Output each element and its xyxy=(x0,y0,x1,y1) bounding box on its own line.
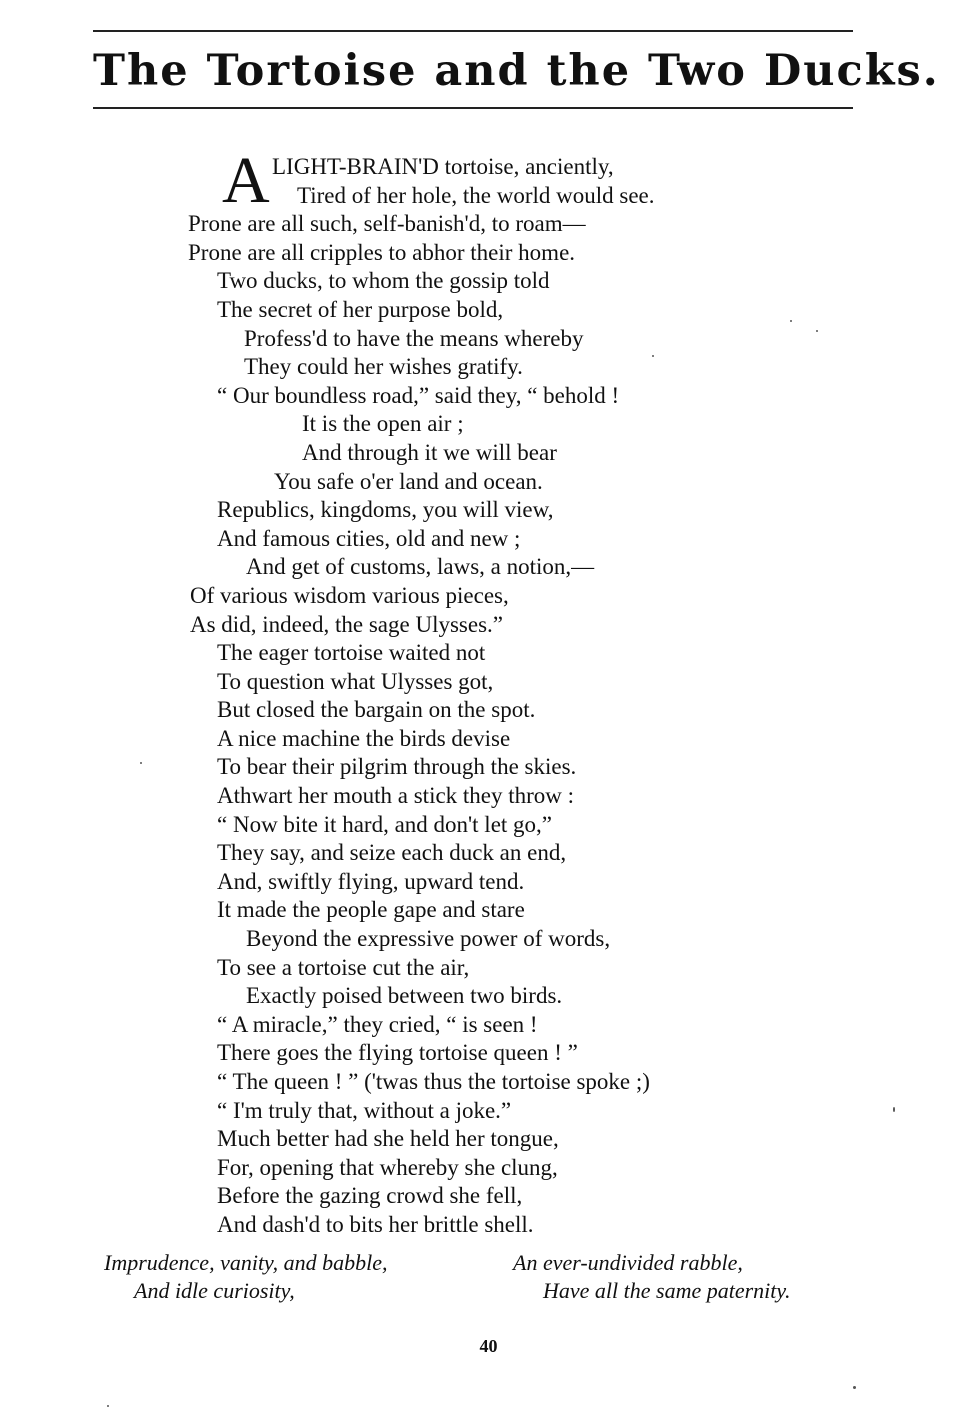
scan-speck xyxy=(853,1386,856,1389)
poem-line: For, opening that whereby she clung, xyxy=(217,1154,558,1180)
poem-line: “ I'm truly that, without a joke.” xyxy=(217,1097,512,1123)
poem-line: Two ducks, to whom the gossip told xyxy=(217,268,550,294)
poem-body xyxy=(0,153,977,1240)
moral-left-line: And idle curiosity, xyxy=(134,1278,295,1303)
top-rule xyxy=(93,30,853,32)
poem-line: Profess'd to have the means whereby xyxy=(244,325,584,351)
poem-line: Prone are all such, self-banish'd, to roam— xyxy=(188,211,586,237)
poem-line: To question what Ulysses got, xyxy=(217,668,494,694)
poem-line: And famous cities, old and new ; xyxy=(217,525,521,551)
poem-line: Republics, kingdoms, you will view, xyxy=(217,497,554,523)
poem-line: Athwart her mouth a stick they throw : xyxy=(217,783,575,809)
poem-line: There goes the flying tortoise queen ! ” xyxy=(217,1040,578,1066)
poem-line: As did, indeed, the sage Ulysses.” xyxy=(190,611,503,637)
poem-title: The Tortoise and the Two Ducks. xyxy=(93,46,940,96)
poem-line: To bear their pilgrim through the skies. xyxy=(217,754,577,780)
scan-speck xyxy=(790,320,792,322)
poem-line: The eager tortoise waited not xyxy=(217,640,486,666)
poem-line: “ Our boundless road,” said they, “ behold ! xyxy=(217,382,620,408)
scan-speck xyxy=(816,330,818,332)
poem-line: Prone are all cripples to abhor their home. xyxy=(188,239,576,265)
poem-line: They say, and seize each duck an end, xyxy=(217,840,567,866)
scan-speck xyxy=(893,1107,895,1112)
poem-line: “ Now bite it hard, and don't let go,” xyxy=(217,811,553,837)
poem-line: A nice machine the birds devise xyxy=(217,725,511,751)
poem-line: Before the gazing crowd she fell, xyxy=(217,1183,523,1209)
moral-left-line: Imprudence, vanity, and babble, xyxy=(104,1250,388,1275)
poem-line: LIGHT-BRAIN'D tortoise, anciently, xyxy=(272,154,614,179)
page-number: 40 xyxy=(479,1336,498,1356)
poem-line: It is the open air ; xyxy=(302,411,464,437)
poem-line: Much better had she held her tongue, xyxy=(217,1126,559,1152)
poem-line: It made the people gape and stare xyxy=(217,897,525,923)
poem-line: And get of customs, laws, a notion,— xyxy=(246,554,595,580)
poem-line: You safe o'er land and ocean. xyxy=(274,468,543,494)
bottom-rule xyxy=(93,107,853,109)
poem-line: “ A miracle,” they cried, “ is seen ! xyxy=(217,1011,538,1037)
poem-line: Beyond the expressive power of words, xyxy=(246,926,611,952)
poem-line: Of various wisdom various pieces, xyxy=(190,582,509,608)
poem-line: Tired of her hole, the world would see. xyxy=(297,182,655,208)
poem-line: To see a tortoise cut the air, xyxy=(217,954,470,980)
poem-line: “ The queen ! ” ('twas thus the tortoise spoke ;) xyxy=(217,1069,650,1094)
scan-speck xyxy=(140,762,142,764)
scan-speck xyxy=(652,355,654,357)
poem-line: And through it we will bear xyxy=(302,439,557,465)
poem-line: And, swiftly flying, upward tend. xyxy=(217,868,525,894)
moral-right-line: An ever-undivided rabble, xyxy=(513,1250,743,1275)
poem-line: But closed the bargain on the spot. xyxy=(217,697,536,723)
poem-line: And dash'd to bits her brittle shell. xyxy=(217,1211,534,1237)
drop-cap: A xyxy=(222,144,270,217)
poem-line: They could her wishes gratify. xyxy=(244,354,523,380)
poem-line: Exactly poised between two birds. xyxy=(246,983,563,1009)
poem-line: The secret of her purpose bold, xyxy=(217,296,504,322)
moral-right-line: Have all the same paternity. xyxy=(543,1278,791,1303)
scan-speck xyxy=(107,1405,109,1407)
